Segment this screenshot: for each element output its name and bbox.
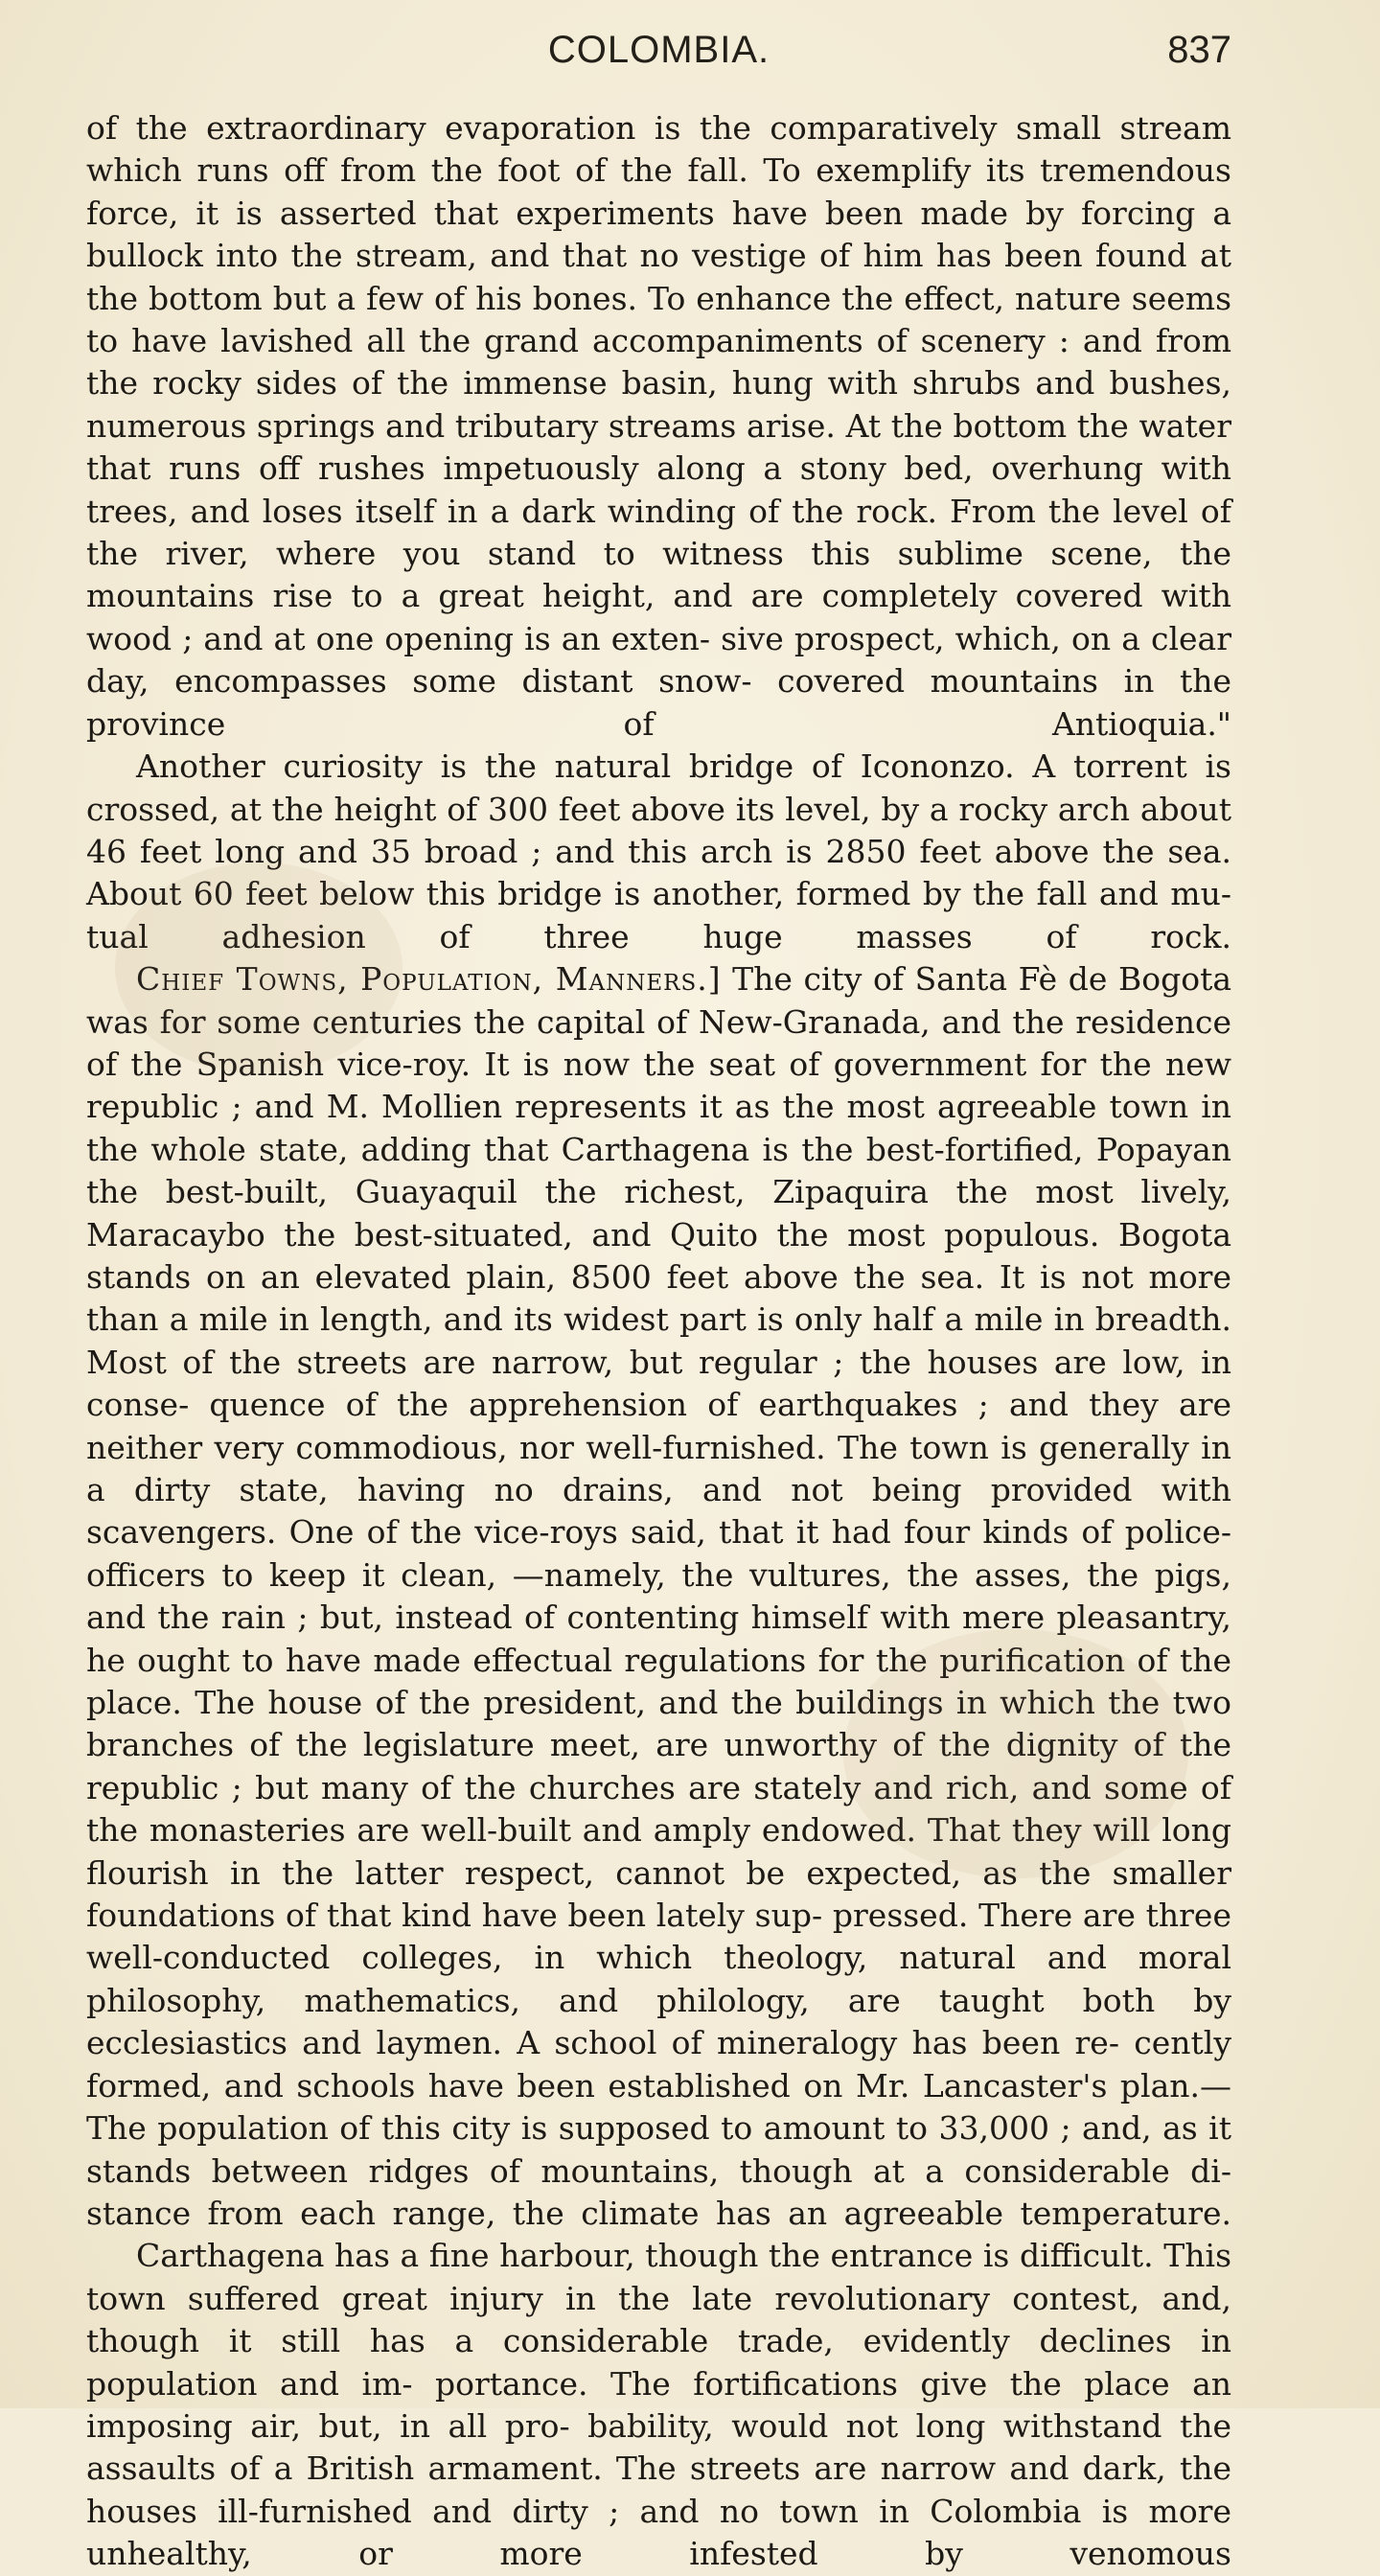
paragraph-chief-towns-text: The city of Santa Fè de Bogota was for some centuries the capital of New-Granada, and the residence of the Spanish vice-roy. It is now the seat of government for the new republic ; and M. Mollien represents it as the most agreeable town in the whole state, adding that Carthagena is the best-fortified, Popayan the best-built, Guayaquil the richest, Zipaquira the most lively, Maracaybo the best-situated, and Quito the most populous. Bogota stands on an elevated plain, 8500 feet above the sea. It is not more than a mile in length, and its widest part is only half a mile in breadth. Most of the streets are narrow, but regular ; the houses are low, in conse- quence of the apprehension of earthquakes ; and they are neither very commodious, nor well-furnished. The town is generally in a dirty state, having no drains, and not being provided with scavengers. One of the vice-roys said, that it had four kinds of police-officers to keep it clean, —namely, the vultures, the asses, the pigs, and the rain ; but, instead of contenting himself with mere pleasantry, he ought to have made effectual regulations for the purification of the place. The house of the president, and the buildings in which the two branches of the legislature meet, are unworthy of the dignity of the republic ; but many of the churches are stately and rich, and some of the monasteries are well-built and amply endowed. That they will long flourish in the latter respect, cannot be expected, as the smaller foundations of that kind have been lately sup- pressed. There are three well-conducted colleges, in which theology, natural and moral philosophy, mathematics, and philology, are taught both by ecclesiastics and laymen. A school of mineralogy has been re- cently formed, and schools have been established on Mr. Lancaster's plan.—The population of this city is supposed to amount to 33,000 ; and, as it stands between ridges of mountains, though at a considerable di- stance from each range, the climate has an agreeable temperature. <box>86 960 1231 2232</box>
paragraph-chief-towns <box>86 958 1231 2235</box>
page-number: 837 <box>1167 29 1231 71</box>
body-text <box>86 107 1231 2576</box>
paragraph-niagara-continued: of the extraordinary evaporation is the comparatively small stream which runs off from the foot of the fall. To exemplify its tremendous force, it is asserted that experiments have been made by forcing a bullock into the stream, and that no vestige of him has been found at the bottom but a few of his bones. To enhance the effect, nature seems to have lavished all the grand accompaniments of scenery : and from the rocky sides of the immense basin, hung with shrubs and bushes, numerous springs and tributary streams arise. At the bottom the water that runs off rushes impetuously along a stony bed, overhung with trees, and loses itself in a dark winding of the rock. From the level of the river, where you stand to witness this sublime scene, the mountains rise to a great height, and are completely covered with wood ; and at one opening is an exten- sive prospect, which, on a clear day, encompasses some distant snow- covered mountains in the province of Antioquia." <box>86 109 1231 743</box>
section-heading: Chief Towns, Population, Manners.] <box>136 960 722 999</box>
running-head <box>86 29 1231 84</box>
paragraph-carthagena: Carthagena has a fine harbour, though the entrance is difficult. This town suffered great injury in the late revolutionary contest, and, though it still has a considerable trade, evidently declines in population and im- portance. The fortifications give the place an imposing air, but, in all pro- bability, would not long withstand the assaults of a British armament. The streets are narrow and dark, the houses ill-furnished and dirty ; and no town in Colombia is more unhealthy, or more infested by venomous <box>86 2237 1231 2573</box>
paragraph-natural-bridge: Another curiosity is the natural bridge of Icononzo. A torrent is crossed, at the height of 300 feet above its level, by a rocky arch about 46 feet long and 35 broad ; and this arch is 2850 feet above the sea. About 60 feet below this bridge is another, formed by the fall and mu- tual adhesion of three huge masses of rock. <box>86 748 1231 955</box>
running-head-title: COLOMBIA. <box>547 29 770 71</box>
